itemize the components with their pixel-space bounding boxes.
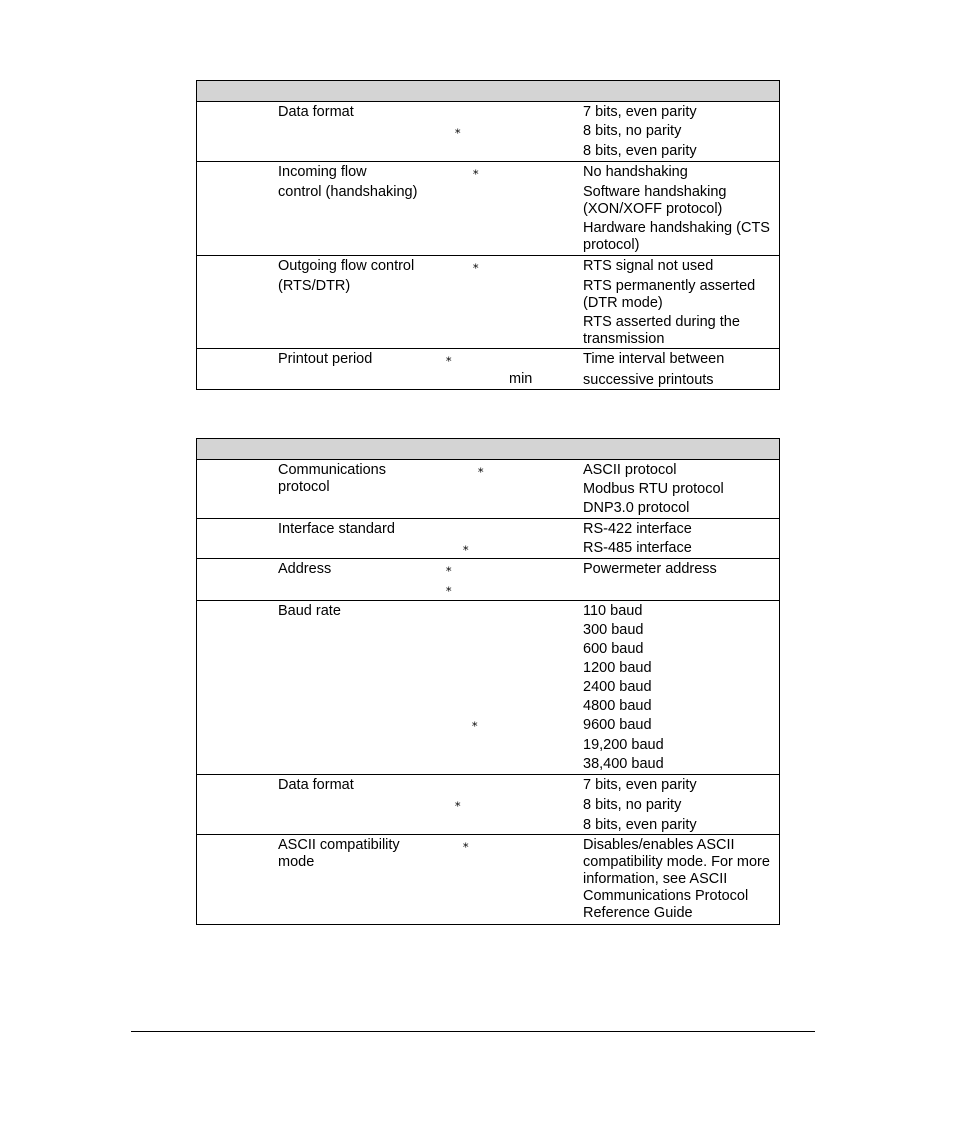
option-desc: RTS permanently asserted (DTR mode) [583,278,756,311]
option-desc: 110 baud [583,603,643,619]
option-desc: RS-422 interface [583,521,692,537]
default-marker: * [446,585,452,598]
default-marker: * [473,168,479,181]
option-desc: 38,400 baud [583,756,664,772]
option-desc: successive printouts [583,372,714,388]
param-label: Data format [278,104,354,120]
option-desc: RTS signal not used [583,258,714,274]
option-desc: 4800 baud [583,698,652,714]
table-row [197,601,779,775]
param-label: protocol [278,479,330,495]
table-row [197,775,779,835]
option-desc: 8 bits, no parity [583,123,682,139]
param-label: Address [278,561,332,577]
default-marker: * [463,841,469,854]
param-label: (RTS/DTR) [278,278,351,294]
param-label: mode [278,854,315,870]
communication-settings-table [196,438,780,925]
table-row [197,559,779,601]
option-desc: 7 bits, even parity [583,777,697,793]
param-label: Data format [278,777,354,793]
option-desc: Modbus RTU protocol [583,481,724,497]
default-marker: * [478,466,484,479]
option-desc: DNP3.0 protocol [583,500,690,516]
option-desc: Hardware handshaking (CTS protocol) [583,220,770,253]
option-desc: 300 baud [583,622,644,638]
default-marker: * [473,262,479,275]
option-desc: No handshaking [583,164,688,180]
option-desc: 2400 baud [583,679,652,695]
default-marker: * [463,544,469,557]
footer-divider [131,1031,815,1032]
default-marker: * [472,720,478,733]
param-label: Printout period [278,351,373,367]
serial-port-settings-table [196,80,780,390]
option-desc: 1200 baud [583,660,652,676]
option-desc: RS-485 interface [583,540,692,556]
option-desc: 19,200 baud [583,737,664,753]
param-label: Communications [278,462,386,478]
option-desc: ASCII protocol [583,462,677,478]
param-label: ASCII compatibility [278,837,400,853]
table-row [197,162,779,256]
table-row [197,102,779,162]
param-label: control (handshaking) [278,184,418,200]
default-marker: * [455,127,461,140]
param-label: Outgoing flow control [278,258,415,274]
option-desc: 7 bits, even parity [583,104,697,120]
default-marker: * [446,355,452,368]
option-desc: 600 baud [583,641,644,657]
option-desc: 8 bits, even parity [583,143,697,159]
table-header [197,81,779,102]
option-desc: RTS asserted during the transmission [583,314,740,347]
default-marker: * [455,800,461,813]
option-desc: 8 bits, even parity [583,817,697,833]
option-desc: Software handshaking (XON/XOFF protocol) [583,184,727,217]
default-marker: * [446,565,452,578]
option-desc: 8 bits, no parity [583,797,682,813]
option-desc: Disables/enables ASCII compatibility mode. For more information, see ASCII Communications Protocol Reference Guide [583,837,770,921]
option-desc: 9600 baud [583,717,652,733]
option-desc: Powermeter address [583,561,717,577]
table-header [197,439,779,460]
table-row [197,349,779,389]
param-label: Interface standard [278,521,395,537]
unit-label: min [509,371,533,387]
table-row [197,835,779,924]
option-desc: Time interval between [583,351,725,367]
table-row [197,256,779,349]
table-row [197,460,779,519]
table-row [197,519,779,559]
param-label: Baud rate [278,603,341,619]
param-label: Incoming flow [278,164,367,180]
